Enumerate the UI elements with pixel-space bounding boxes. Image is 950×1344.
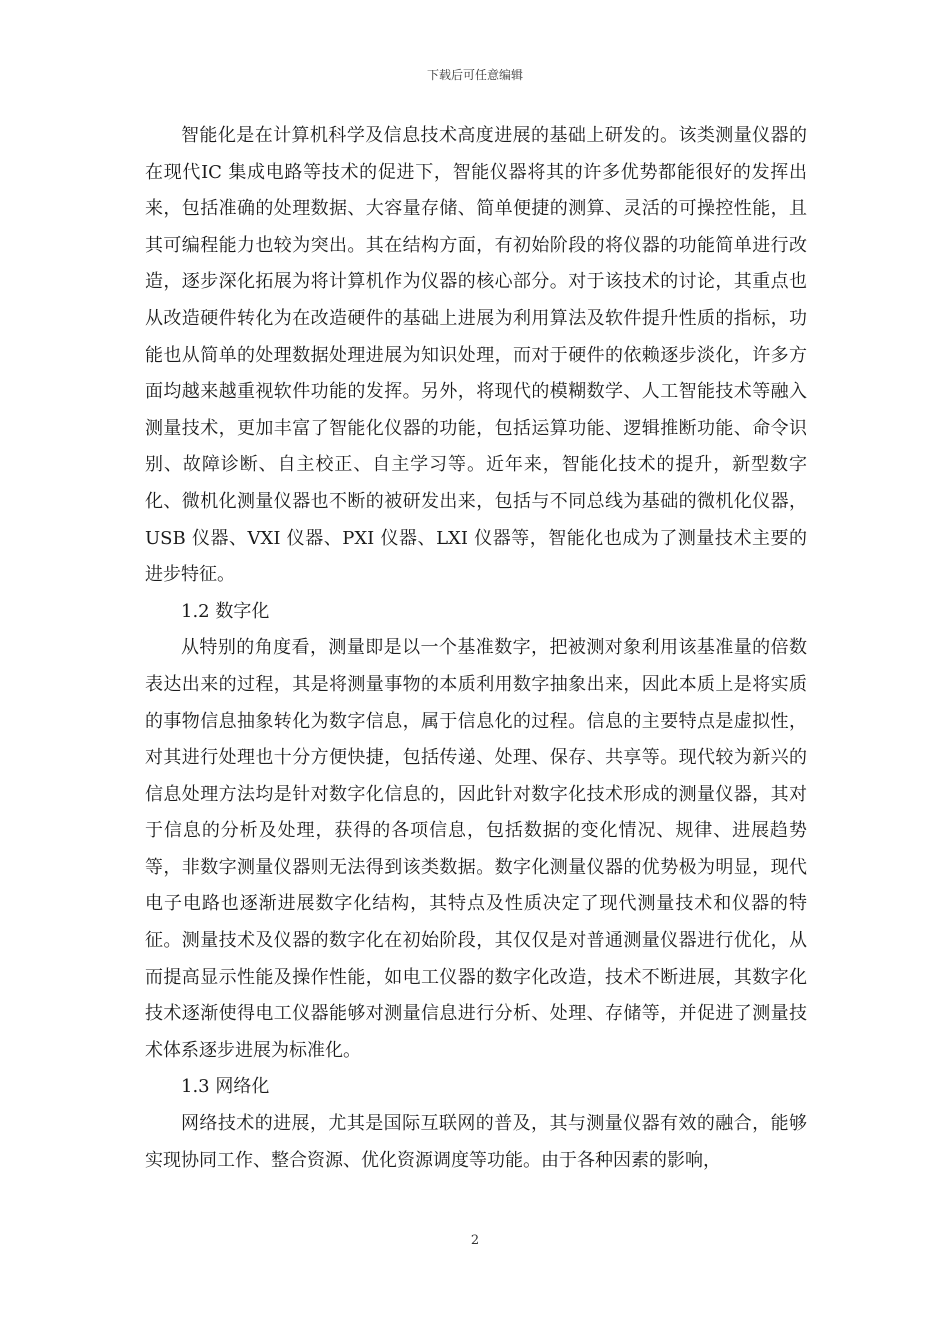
paragraph-intelligence: 智能化是在计算机科学及信息技术高度进展的基础上研发的。该类测量仪器的在现代IC 集成电路等技术的促进下，智能仪器将其的许多优势都能很好的发挥出来，包括准确的处理数据、大容量存储、简单便捷的测算、灵活的可操控性能，且其可编程能力也较为突出。其在结构方面，有初始阶段的将仪器的功能简单进行改造，逐步深化拓展为将计算机作为仪器的核心部分。对于该技术的讨论，其重点也从改造硬件转化为在改造硬件的基础上进展为利用算法及软件提升性质的指标，功能也从简单的处理数据处理进展为知识处理，而对于硬件的依赖逐步淡化，许多方面均越来越重视软件功能的发挥。另外，将现代的模糊数学、人工智能技术等融入测量技术，更加丰富了智能化仪器的功能，包括运算功能、逻辑推断功能、命令识别、故障诊断、自主校正、自主学习等。近年来，智能化技术的提升，新型数字化、微机化测量仪器也不断的被研发出来，包括与不同总线为基础的微机化仪器，USB 仪器、VXI 仪器、PXI 仪器、LXI 仪器等，智能化也成为了测量技术主要的进步特征。: [145, 125, 807, 586]
section-heading-digitalization: 1.2 数字化: [181, 600, 270, 622]
document-body: [145, 118, 807, 1179]
section-heading-networking: 1.3 网络化: [181, 1076, 270, 1098]
page-number: 2: [470, 1233, 480, 1248]
page-header: 下载后可任意编辑: [426, 68, 523, 82]
paragraph-networking: 网络技术的进展，尤其是国际互联网的普及，其与测量仪器有效的融合，能够实现协同工作、整合资源、优化资源调度等功能。由于各种因素的影响，: [145, 1113, 807, 1171]
paragraph-digitalization: 从特别的角度看，测量即是以一个基准数字，把被测对象利用该基准量的倍数表达出来的过程，其是将测量事物的本质利用数字抽象出来，因此本质上是将实质的事物信息抽象转化为数字信息，属于信息化的过程。信息的主要特点是虚拟性，对其进行处理也十分方便快捷，包括传递、处理、保存、共享等。现代较为新兴的信息处理方法均是针对数字化信息的，因此针对数字化技术形成的测量仪器，其对于信息的分析及处理，获得的各项信息，包括数据的变化情况、规律、进展趋势等，非数字测量仪器则无法得到该类数据。数字化测量仪器的优势极为明显，现代电子电路也逐渐进展数字化结构，其特点及性质决定了现代测量技术和仪器的特征。测量技术及仪器的数字化在初始阶段，其仅仅是对普通测量仪器进行优化，从而提高显示性能及操作性能，如电工仪器的数字化改造，技术不断进展，其数字化技术逐渐使得电工仪器能够对测量信息进行分析、处理、存储等，并促进了测量技术体系逐步进展为标准化。: [145, 637, 807, 1061]
